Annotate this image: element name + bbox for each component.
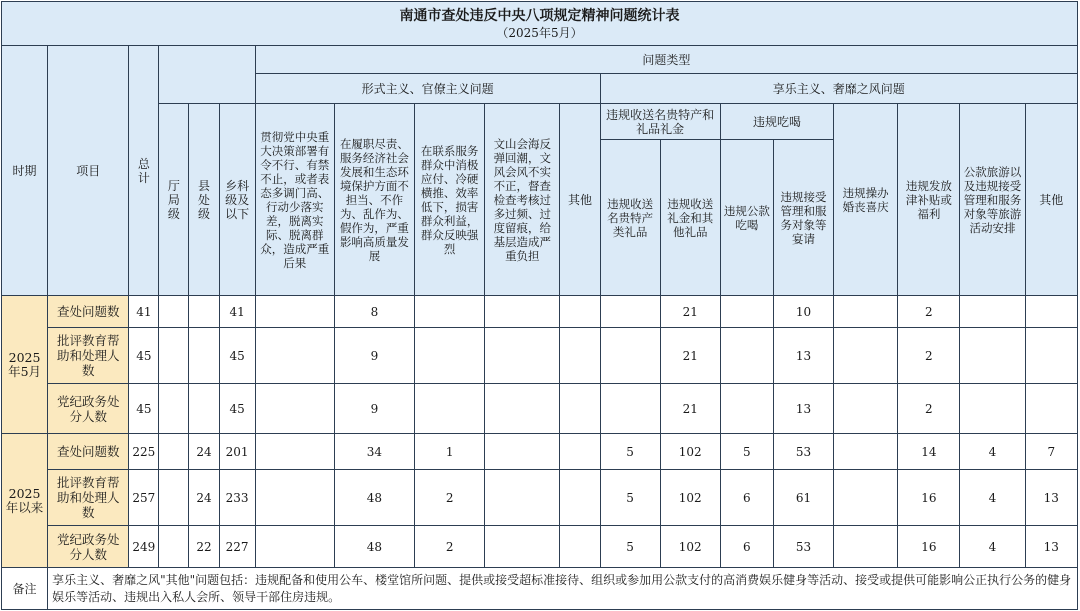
cell-h8	[1025, 384, 1077, 434]
cell-section: 227	[219, 526, 255, 568]
cell-total: 45	[129, 384, 159, 434]
cell-h6: 16	[898, 470, 960, 526]
note-row	[2, 568, 1078, 610]
cell-county	[189, 384, 219, 434]
cell-h4: 13	[773, 328, 833, 384]
cell-h4: 53	[773, 434, 833, 470]
table-row	[2, 296, 1078, 328]
header-formalism-1: 贯彻党中央重大决策部署有令不行、有禁不止，或者表态多调门高、行动少落实差，脱离实际、脱离群众，造成严重后果	[255, 104, 334, 296]
cell-h5	[834, 328, 898, 384]
cell-f4	[485, 470, 560, 526]
cell-section: 201	[219, 434, 255, 470]
cell-h5	[834, 384, 898, 434]
cell-h8: 13	[1025, 526, 1077, 568]
cell-f2: 9	[334, 384, 414, 434]
cell-h3: 6	[720, 526, 773, 568]
cell-h1: 5	[600, 434, 660, 470]
cell-f5	[560, 384, 600, 434]
cell-ting	[159, 328, 189, 384]
cell-h6: 16	[898, 526, 960, 568]
cell-county: 24	[189, 434, 219, 470]
cell-h4: 61	[773, 470, 833, 526]
cell-h5	[834, 470, 898, 526]
row-item: 党纪政务处分人数	[48, 384, 129, 434]
cell-county	[189, 296, 219, 328]
cell-f2: 9	[334, 328, 414, 384]
header-period: 时期	[2, 46, 48, 296]
cell-h7	[960, 328, 1025, 384]
cell-f4	[485, 384, 560, 434]
row-item: 查处问题数	[48, 296, 129, 328]
cell-f1	[255, 384, 334, 434]
period-label: 2025年5月	[2, 296, 48, 434]
row-item: 查处问题数	[48, 434, 129, 470]
cell-h4: 53	[773, 526, 833, 568]
table-row	[2, 434, 1078, 470]
cell-h2: 21	[660, 384, 720, 434]
table-row	[2, 470, 1078, 526]
table-title	[2, 2, 1078, 46]
cell-h4: 13	[773, 384, 833, 434]
cell-h1	[600, 328, 660, 384]
table-row	[2, 384, 1078, 434]
cell-h1	[600, 384, 660, 434]
cell-h2: 21	[660, 328, 720, 384]
cell-section: 41	[219, 296, 255, 328]
header-hedonism: 享乐主义、奢靡之风问题	[600, 74, 1078, 104]
cell-h8	[1025, 296, 1077, 328]
cell-county	[189, 328, 219, 384]
header-total: 总计	[129, 46, 159, 296]
header-level-ting: 厅局级	[159, 104, 189, 296]
cell-h3: 6	[720, 470, 773, 526]
cell-f1	[255, 328, 334, 384]
header-tourism: 公款旅游以及违规接受管理和服务对象等旅游活动安排	[960, 104, 1025, 296]
cell-h3	[720, 328, 773, 384]
header-gift-specialty: 违规收送名贵特产类礼品	[600, 140, 660, 296]
cell-f1	[255, 470, 334, 526]
header-public-dining: 违规公款吃喝	[720, 140, 773, 296]
header-level-section: 乡科级及以下	[219, 104, 255, 296]
period-label: 2025年以来	[2, 434, 48, 568]
cell-ting	[159, 384, 189, 434]
cell-h3: 5	[720, 434, 773, 470]
cell-f2: 48	[334, 470, 414, 526]
cell-h2: 102	[660, 526, 720, 568]
row-item: 批评教育帮助和处理人数	[48, 470, 129, 526]
cell-f3	[415, 296, 485, 328]
note-label: 备注	[2, 568, 48, 610]
cell-h7: 4	[960, 526, 1025, 568]
cell-h6: 14	[898, 434, 960, 470]
header-gift-group: 违规收送名贵特产和礼品礼金	[600, 104, 720, 140]
cell-ting	[159, 470, 189, 526]
subtitle: （2025年5月）	[496, 25, 583, 40]
cell-f4	[485, 296, 560, 328]
cell-f5	[560, 328, 600, 384]
cell-h7: 4	[960, 434, 1025, 470]
cell-section: 45	[219, 384, 255, 434]
header-banquet: 违规接受管理和服务对象等宴请	[773, 140, 833, 296]
cell-h1: 5	[600, 470, 660, 526]
cell-h3	[720, 296, 773, 328]
cell-f3	[415, 384, 485, 434]
cell-h6: 2	[898, 384, 960, 434]
cell-f1	[255, 296, 334, 328]
note-text: 享乐主义、奢靡之风"其他"问题包括：违规配备和使用公车、楼堂馆所问题、提供或接受超标准接待、组织或参加用公款支付的高消费娱乐健身等活动、接受或提供可能影响公正执行公务的健身娱乐等活动、违规出入私人会所、领导干部住房违规。	[48, 568, 1078, 610]
header-dine-group: 违规吃喝	[720, 104, 833, 140]
cell-f5	[560, 434, 600, 470]
cell-f1	[255, 434, 334, 470]
header-problem-type: 问题类型	[255, 46, 1077, 74]
cell-f1	[255, 526, 334, 568]
cell-f4	[485, 328, 560, 384]
cell-h4: 10	[773, 296, 833, 328]
cell-h5	[834, 296, 898, 328]
table-row	[2, 526, 1078, 568]
header-item: 项目	[48, 46, 129, 296]
row-item: 批评教育帮助和处理人数	[48, 328, 129, 384]
cell-h6: 2	[898, 328, 960, 384]
cell-total: 249	[129, 526, 159, 568]
cell-f3: 2	[415, 526, 485, 568]
cell-f4	[485, 434, 560, 470]
cell-ting	[159, 526, 189, 568]
cell-f5	[560, 526, 600, 568]
cell-h8	[1025, 328, 1077, 384]
cell-h2: 102	[660, 434, 720, 470]
statistics-table	[1, 1, 1078, 610]
cell-h3	[720, 384, 773, 434]
header-formalism-other: 其他	[560, 104, 600, 296]
cell-h1: 5	[600, 526, 660, 568]
header-wedding: 违规操办婚丧喜庆	[834, 104, 898, 296]
header-allowance: 违规发放津补贴或福利	[898, 104, 960, 296]
cell-f3: 1	[415, 434, 485, 470]
cell-total: 225	[129, 434, 159, 470]
cell-h8: 13	[1025, 470, 1077, 526]
cell-f2: 48	[334, 526, 414, 568]
cell-f2: 34	[334, 434, 414, 470]
header-level-blank	[159, 46, 255, 104]
header-formalism: 形式主义、官僚主义问题	[255, 74, 600, 104]
cell-total: 45	[129, 328, 159, 384]
cell-f3: 2	[415, 470, 485, 526]
cell-ting	[159, 434, 189, 470]
cell-county: 24	[189, 470, 219, 526]
header-formalism-3: 在联系服务群众中消极应付、冷硬横推、效率低下，损害群众利益，群众反映强烈	[415, 104, 485, 296]
header-level-county: 县处级	[189, 104, 219, 296]
cell-f5	[560, 470, 600, 526]
cell-f4	[485, 526, 560, 568]
table-row	[2, 328, 1078, 384]
cell-h6: 2	[898, 296, 960, 328]
cell-h7	[960, 384, 1025, 434]
header-gift-money: 违规收送礼金和其他礼品	[660, 140, 720, 296]
cell-h2: 102	[660, 470, 720, 526]
header-formalism-2: 在履职尽责、服务经济社会发展和生态环境保护方面不担当、不作为、乱作为、假作为，严重影响高质量发展	[334, 104, 414, 296]
cell-total: 41	[129, 296, 159, 328]
cell-section: 45	[219, 328, 255, 384]
cell-county: 22	[189, 526, 219, 568]
cell-total: 257	[129, 470, 159, 526]
cell-f3	[415, 328, 485, 384]
title: 南通市查处违反中央八项规定精神问题统计表	[399, 7, 680, 24]
cell-h2: 21	[660, 296, 720, 328]
cell-ting	[159, 296, 189, 328]
header-hedonism-other: 其他	[1025, 104, 1077, 296]
cell-h5	[834, 434, 898, 470]
header-formalism-4: 文山会海反弹回潮，文风会风不实不正，督查检查考核过多过频、过度留痕，给基层造成严重负担	[485, 104, 560, 296]
cell-h5	[834, 526, 898, 568]
row-item: 党纪政务处分人数	[48, 526, 129, 568]
cell-h1	[600, 296, 660, 328]
cell-h7	[960, 296, 1025, 328]
cell-section: 233	[219, 470, 255, 526]
cell-f5	[560, 296, 600, 328]
cell-f2: 8	[334, 296, 414, 328]
cell-h8: 7	[1025, 434, 1077, 470]
cell-h7: 4	[960, 470, 1025, 526]
